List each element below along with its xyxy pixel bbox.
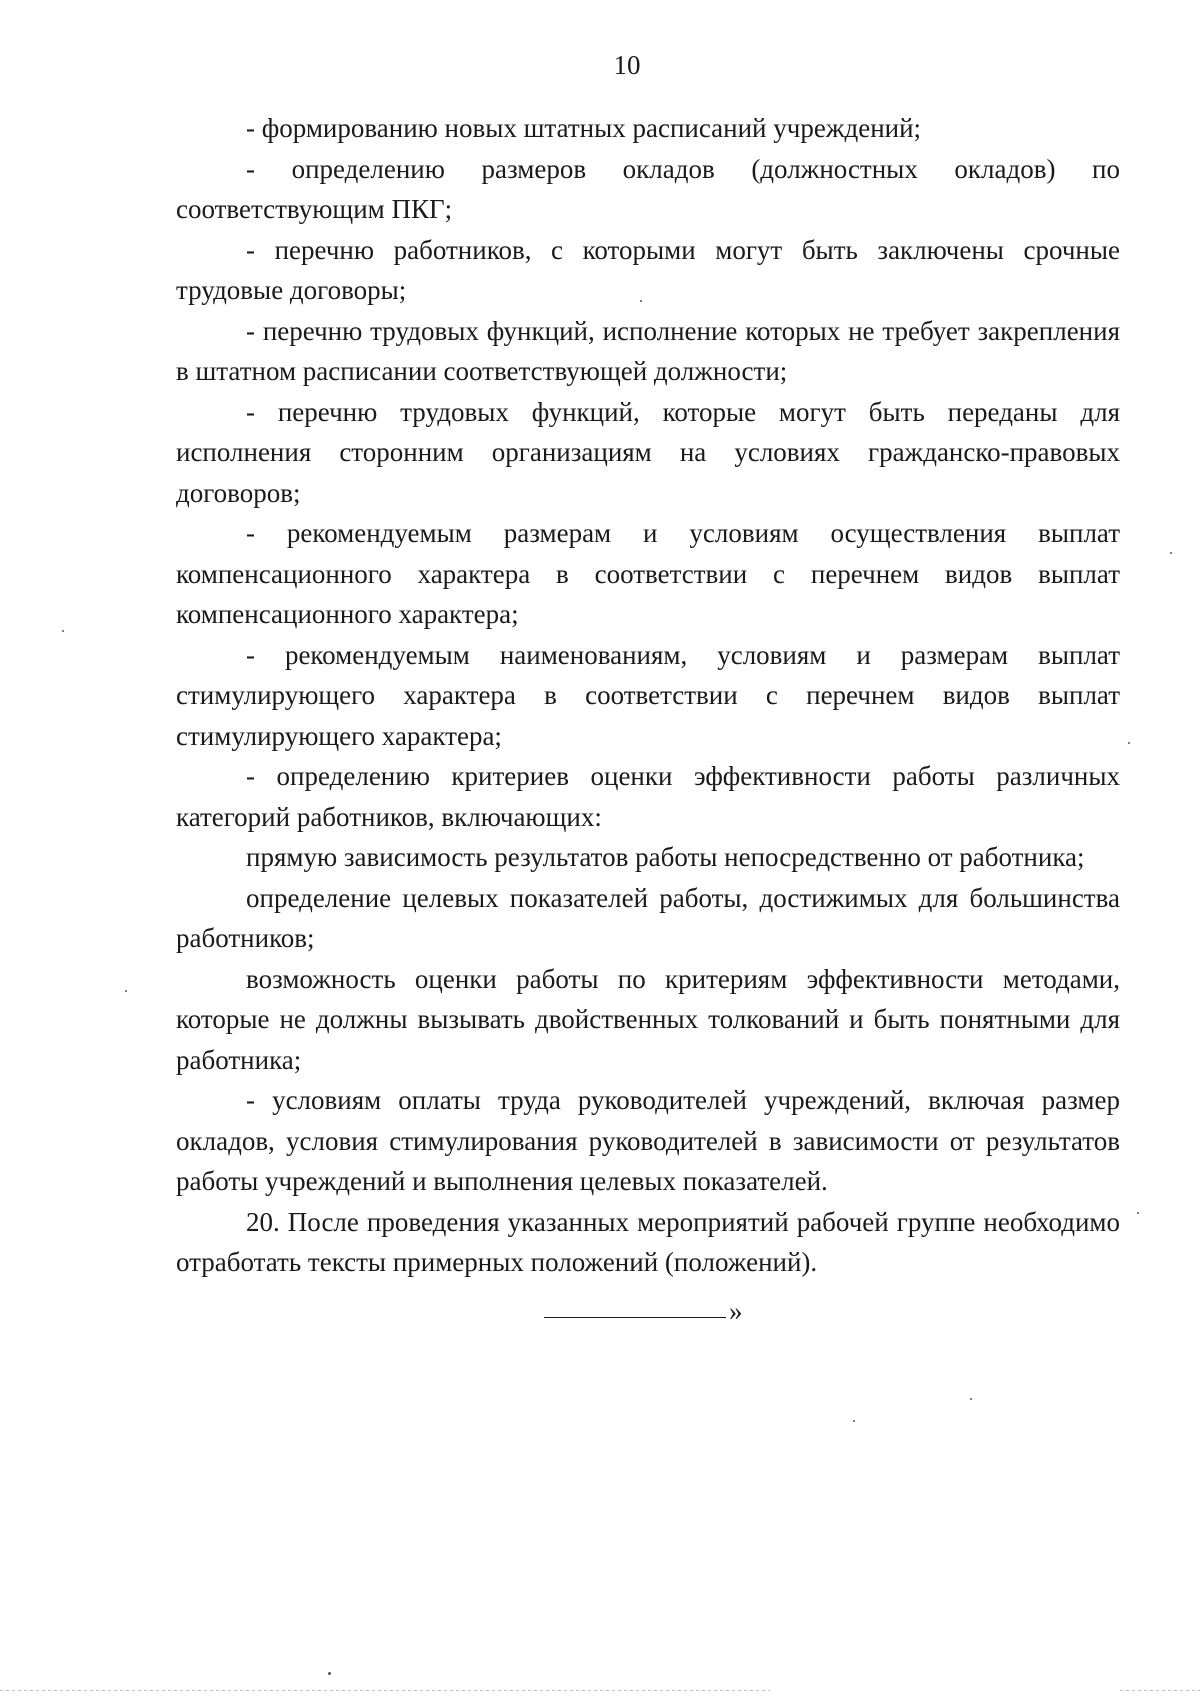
closing-mark xyxy=(544,1296,743,1327)
paragraph: - рекомендуемым наименованиям, условиям и размерам выплат стимулирующего характера в соответствии с перечнем видов выплат стимулирующего характера; xyxy=(176,639,1120,751)
paragraph: определение целевых показателей работы, достижимых для большинства работников; xyxy=(176,882,1120,953)
scan-speck xyxy=(1170,552,1172,554)
scan-speck xyxy=(970,1398,972,1400)
scan-speck xyxy=(62,630,64,632)
paragraph: прямую зависимость результатов работы непосредственно от работника; xyxy=(246,842,1085,872)
paragraph: - перечню трудовых функций, которые могут быть переданы для исполнения сторонним организациям на условиях гражданско-правовых договоров; xyxy=(176,396,1120,508)
paragraph: 20. После проведения указанных мероприятий рабочей группе необходимо отработать тексты примерных положений (положений). xyxy=(176,1206,1120,1277)
scan-speck xyxy=(640,300,642,302)
document-body xyxy=(176,108,1120,1283)
closing-quote: » xyxy=(729,1296,743,1326)
scan-speck xyxy=(1128,742,1130,744)
paragraph: - условиям оплаты труда руководителей учреждений, включая размер окладов, условия стимулирования руководителей в зависимости от результатов работы учреждений и выполнения целевых показателей. xyxy=(176,1085,1120,1196)
scan-edge-dash xyxy=(0,1690,770,1691)
closing-underline xyxy=(544,1317,726,1318)
paragraph: - определению размеров окладов (должностных окладов) по соответствующим ПКГ; xyxy=(176,153,1120,224)
scan-speck xyxy=(328,1672,331,1675)
paragraph: - определению критериев оценки эффективности работы различных категорий работников, включающих: xyxy=(176,761,1120,832)
page-number: 10 xyxy=(613,50,641,80)
paragraph: - рекомендуемым размерам и условиям осуществления выплат компенсационного характера в соответствии с перечнем видов выплат компенсационного характера; xyxy=(176,518,1120,629)
paragraph: - формированию новых штатных расписаний учреждений; xyxy=(246,113,922,143)
paragraph: возможность оценки работы по критериям эффективности методами, которые не должны вызывать двойственных толкований и быть понятными для работника; xyxy=(176,963,1120,1075)
scan-speck xyxy=(125,990,127,992)
paragraph: - перечню трудовых функций, исполнение которых не требует закрепления в штатном расписании соответствующей должности; xyxy=(176,315,1120,386)
scan-speck xyxy=(1137,1212,1139,1214)
paragraph: - перечню работников, с которыми могут быть заключены срочные трудовые договоры; xyxy=(176,234,1120,305)
scan-speck xyxy=(853,1420,855,1422)
scan-edge-dash xyxy=(1120,1690,1200,1691)
